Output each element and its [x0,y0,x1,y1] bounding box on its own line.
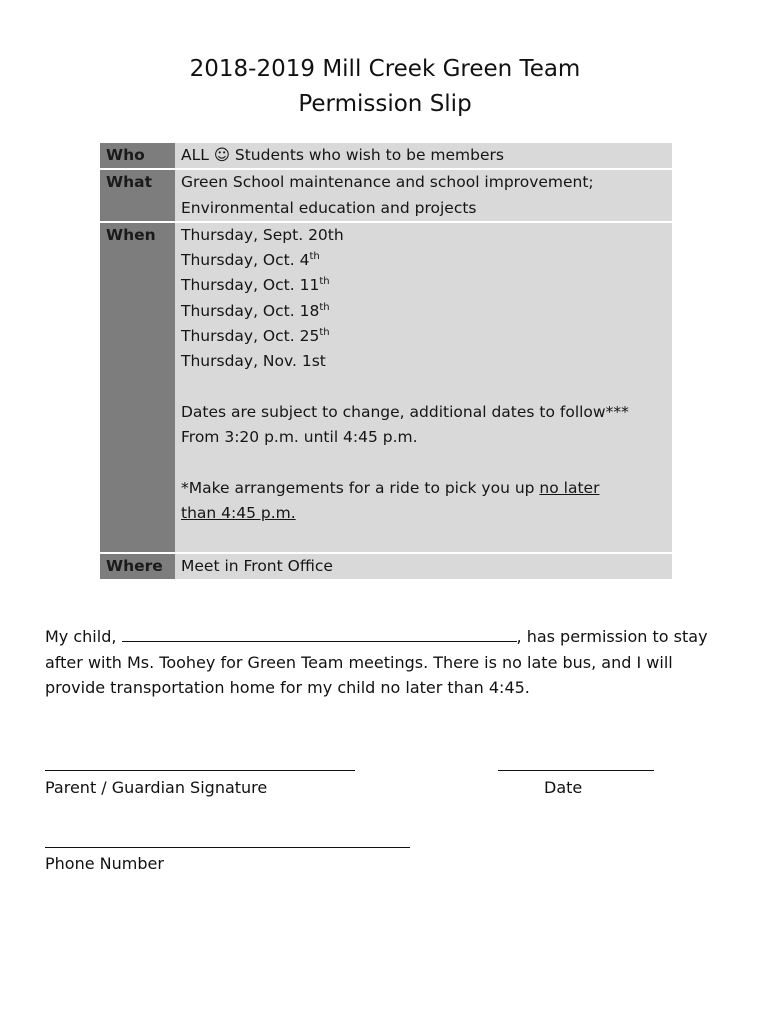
parent-signature-field[interactable] [45,770,355,771]
phone-number-label: Phone Number [45,854,164,873]
what-value [175,170,672,221]
what-line: Green School maintenance and school improvement; [181,173,594,192]
table-row-where [100,554,672,579]
date-field[interactable] [498,770,654,771]
time-note: From 3:20 p.m. until 4:45 p.m. [181,428,418,447]
parent-signature-label: Parent / Guardian Signature [45,778,268,797]
date-label: Date [544,778,583,797]
permission-statement: My child, , has permission to stay after with Ms. Toohey for Green Team meetings. There is no late bus, and I will provide transportation home for my child no later than 4:45. [45,627,708,697]
what-label: What [100,170,175,221]
date-item: Thursday, Oct. 18th [181,301,330,320]
date-item: Thursday, Oct. 11th [181,276,330,295]
page-title: 2018-2019 Mill Creek Green Team [189,56,581,82]
ride-note: *Make arrangements for a ride to pick you up no later [181,478,600,497]
table-row-when [100,223,672,552]
when-value [175,223,672,552]
schedule-note: Dates are subject to change, additional dates to follow*** [181,402,629,421]
where-label: Where [100,554,175,579]
date-item: Thursday, Oct. 4th [181,251,320,270]
date-item: Thursday, Nov. 1st [181,352,326,371]
child-name-field[interactable] [122,625,517,642]
who-label: Who [100,143,175,168]
who-value: ALL ☺ Students who wish to be members [175,143,672,168]
table-row-who [100,143,672,168]
ride-note-deadline: than 4:45 p.m. [181,504,296,523]
when-label: When [100,223,175,552]
info-table [100,141,672,581]
page-subtitle: Permission Slip [298,91,472,117]
phone-number-field[interactable] [45,847,410,848]
where-value: Meet in Front Office [175,554,672,579]
date-item: Thursday, Sept. 20th [181,225,344,244]
table-row-what [100,170,672,221]
what-line: Environmental education and projects [181,198,477,217]
date-item: Thursday, Oct. 25th [181,326,330,346]
